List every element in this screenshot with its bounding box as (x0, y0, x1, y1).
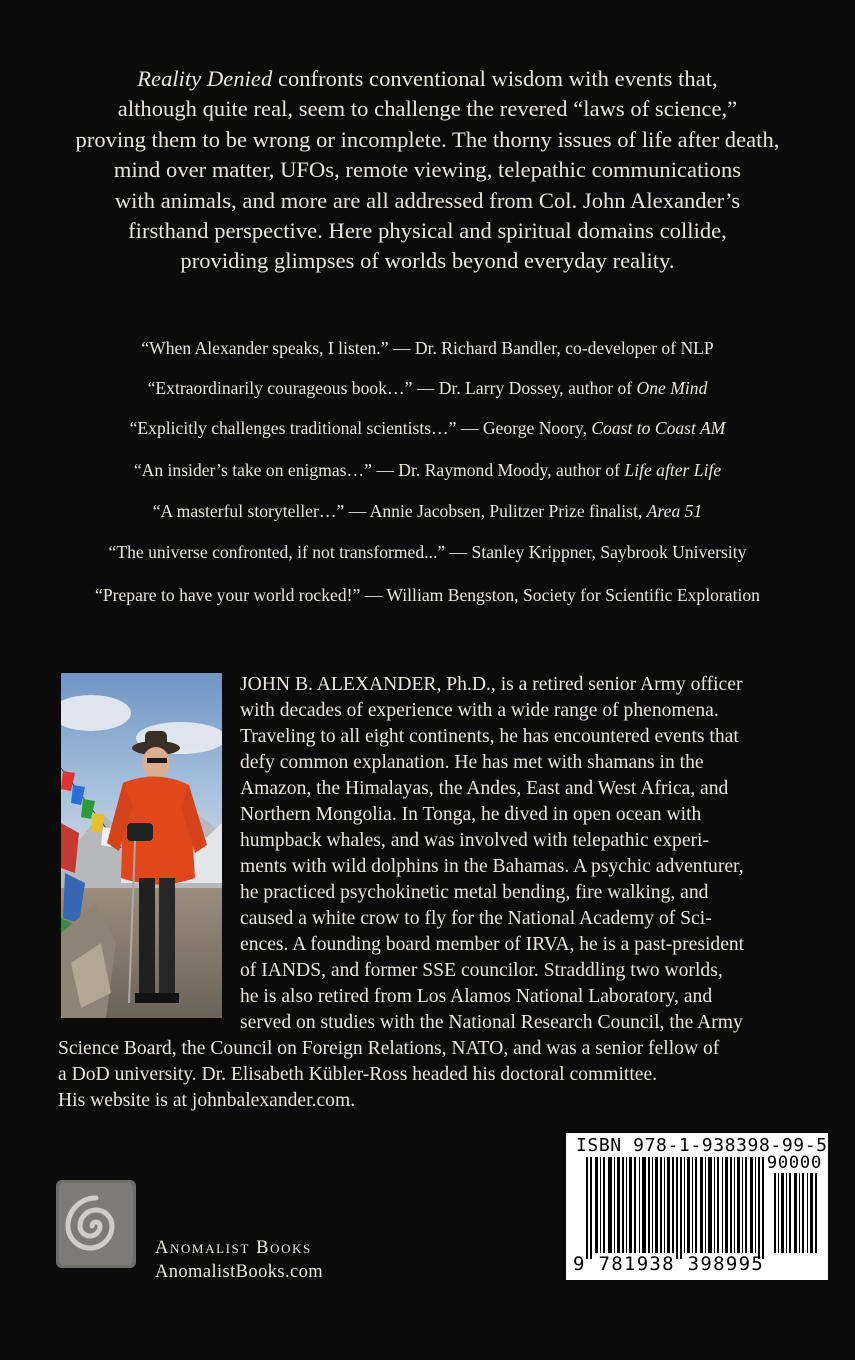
isbn-number: ISBN 978-1-938398-99-5 (576, 1135, 828, 1156)
bio-line: a DoD university. Dr. Elisabeth Kübler-Ross headed his doctoral committee. (58, 1064, 658, 1085)
blurb-line-5: with animals, and more are all addressed from Col. John Alexander’s (114, 187, 741, 213)
bio-line: Traveling to all eight continents, he has encountered events that (240, 726, 739, 747)
bio-line: he is also retired from Los Alamos National Laboratory, and (240, 986, 713, 1007)
endorsement-quote: “A masterful storyteller…” — Annie Jacobsen, Pulitzer Prize finalist, Area 51 (152, 501, 703, 521)
publisher-name: Anomalist Books (155, 1238, 312, 1258)
endorsement-quote: “Prepare to have your world rocked!” — William Bengston, Society for Scientific Exploration (95, 585, 760, 605)
bio-line: ments with wild dolphins in the Bahamas. A psychic adventurer, (240, 856, 744, 877)
bio-line: with decades of experience with a wide range of phenomena. (240, 700, 719, 721)
bio-line: Amazon, the Himalayas, the Andes, East and West Africa, and (240, 778, 729, 799)
blurb-line-3: proving them to be wrong or incomplete. The thorny issues of life after death, (75, 126, 780, 152)
blurb-line-1: Reality Denied confronts conventional wisdom with events that, (137, 66, 718, 91)
book-title: Reality Denied (137, 66, 273, 91)
endorsement-quote: “When Alexander speaks, I listen.” — Dr. Richard Bandler, co-developer of NLP (141, 338, 714, 358)
bio-line: ences. A founding board member of IRVA, he is a past-president (240, 934, 745, 955)
publisher-url: AnomalistBooks.com (155, 1262, 324, 1282)
endorsement-quote: “The universe confronted, if not transformed...” — Stanley Krippner, Saybrook University (108, 542, 747, 562)
isbn-barcode (566, 1133, 828, 1280)
book-blurb (50, 64, 805, 277)
blurb-line-4: mind over matter, UFOs, remote viewing, telepathic communications (113, 157, 742, 183)
price-code: 90000 (766, 1153, 822, 1173)
blurb-line-6: firsthand perspective. Here physical and spiritual domains collide, (128, 218, 727, 244)
bio-line: Science Board, the Council on Foreign Relations, NATO, and was a senior fellow of (58, 1038, 720, 1059)
endorsement-quote: “Extraordinarily courageous book…” — Dr. Larry Dossey, author of One Mind (147, 378, 708, 398)
blurb-line-2: although quite real, seem to challenge the revered “laws of science,” (117, 96, 738, 122)
bio-line: caused a white crow to fly for the National Academy of Sci- (240, 908, 712, 929)
bio-line: His website is at johnbalexander.com. (58, 1090, 356, 1111)
ean-number: 9 781938 398995 (573, 1253, 765, 1275)
bio-line: served on studies with the National Research Council, the Army (240, 1012, 743, 1033)
bio-line: Northern Mongolia. In Tonga, he dived in open ocean with (240, 804, 702, 825)
bio-line: he practiced psychokinetic metal bending, fire walking, and (240, 882, 709, 903)
blurb-line-7: providing glimpses of worlds beyond everyday reality. (180, 248, 675, 274)
bio-line: of IANDS, and former SSE councilor. Straddling two worlds, (240, 960, 723, 981)
author-photo (61, 673, 222, 1018)
bio-line: defy common explanation. He has met with shamans in the (240, 752, 704, 773)
endorsement-quote: “Explicitly challenges traditional scientists…” — George Noory, Coast to Coast AM (129, 418, 726, 438)
bio-line: JOHN B. ALEXANDER, Ph.D., is a retired senior Army officer (240, 674, 743, 695)
publisher-logo (56, 1180, 136, 1268)
bio-line: humpback whales, and was involved with telepathic experi- (240, 830, 710, 851)
endorsement-quote: “An insider’s take on enigmas…” — Dr. Raymond Moody, author of Life after Life (133, 460, 722, 480)
